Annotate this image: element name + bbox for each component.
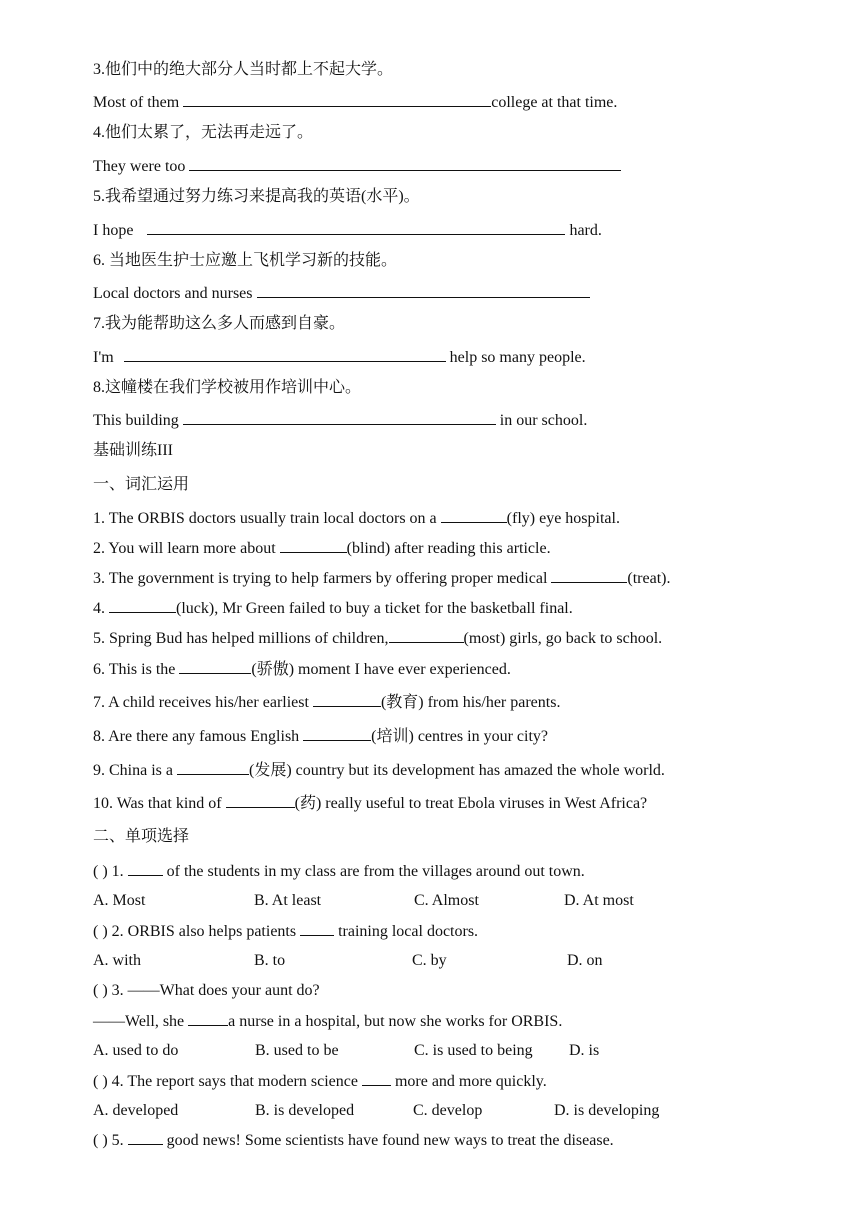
option-c[interactable]: C. develop	[413, 1102, 483, 1119]
translation-5-chinese: 5.我希望通过努力练习来提高我的英语(水平)。	[93, 188, 420, 205]
option-c[interactable]: C. is used to being	[414, 1042, 533, 1059]
mc-question-1	[93, 861, 585, 882]
mc-question-4	[93, 1071, 547, 1092]
answer-blank[interactable]	[128, 861, 163, 876]
translation-4-english	[93, 156, 621, 177]
prompt-text: (骄傲) moment I have ever experienced.	[251, 661, 511, 678]
mc-question-3-reply	[93, 1011, 562, 1032]
option-b[interactable]: B. to	[254, 952, 286, 969]
prompt-text: 5. Spring Bud has helped millions of children,	[93, 630, 389, 647]
prompt-text: This building	[93, 412, 183, 429]
answer-blank[interactable]	[124, 347, 446, 362]
answer-blank[interactable]	[177, 760, 249, 775]
option-d[interactable]: D. on	[567, 952, 603, 969]
option-a[interactable]: A. with	[93, 952, 141, 969]
prompt-text: ( ) 1.	[93, 863, 128, 880]
prompt-text: (教育) from his/her parents.	[380, 694, 561, 711]
answer-blank[interactable]	[441, 508, 507, 523]
answer-blank[interactable]	[303, 726, 371, 741]
section-title: 基础训练III	[93, 442, 173, 459]
translation-8-english	[93, 410, 587, 431]
vocab-item-7	[93, 692, 560, 713]
answer-blank[interactable]	[183, 92, 491, 107]
translation-4-chinese: 4.他们太累了，无法再走远了。	[93, 124, 314, 141]
option-c[interactable]: C. by	[412, 952, 447, 969]
option-d[interactable]: D. is developing	[554, 1102, 660, 1119]
vocab-item-9	[93, 760, 665, 781]
prompt-text: 4.	[93, 600, 109, 617]
prompt-text: of the students in my class are from the villages around out town.	[162, 863, 585, 880]
translation-7-chinese: 7.我为能帮助这么多人而感到自豪。	[93, 315, 346, 332]
prompt-text: (发展) country but its development has amazed the whole world.	[249, 762, 665, 779]
translation-3-english	[93, 92, 617, 113]
translation-6-english	[93, 283, 590, 304]
prompt-text: I hope	[93, 222, 138, 239]
prompt-text: Local doctors and nurses	[93, 285, 257, 302]
vocab-item-2	[93, 538, 551, 559]
vocab-heading: 一、词汇运用	[93, 476, 190, 493]
answer-blank[interactable]	[389, 628, 464, 643]
vocab-item-5	[93, 628, 662, 649]
prompt-text: ( ) 4. The report says that modern science	[93, 1073, 362, 1090]
mc-heading: 二、单项选择	[93, 828, 190, 845]
prompt-text: college at that time.	[491, 94, 618, 111]
answer-blank[interactable]	[109, 598, 176, 613]
vocab-item-6	[93, 659, 511, 680]
answer-blank[interactable]	[257, 283, 590, 298]
answer-blank[interactable]	[179, 659, 251, 674]
answer-blank[interactable]	[313, 692, 381, 707]
answer-blank[interactable]	[188, 1011, 228, 1026]
option-a[interactable]: A. developed	[93, 1102, 179, 1119]
prompt-text: ( ) 5.	[93, 1132, 128, 1149]
option-b[interactable]: B. used to be	[255, 1042, 339, 1059]
vocab-item-8	[93, 726, 548, 747]
prompt-text: good news! Some scientists have found new ways to treat the disease.	[162, 1132, 614, 1149]
answer-blank[interactable]	[280, 538, 347, 553]
prompt-text: help so many people.	[445, 349, 586, 366]
prompt-text: more and more quickly.	[390, 1073, 547, 1090]
answer-blank[interactable]	[147, 220, 565, 235]
prompt-text: (most) girls, go back to school.	[463, 630, 663, 647]
translation-5-english	[93, 220, 602, 241]
option-d[interactable]: D. is	[569, 1042, 600, 1059]
prompt-text: 1. The ORBIS doctors usually train local doctors on a	[93, 510, 441, 527]
answer-blank[interactable]	[226, 793, 295, 808]
prompt-text: (blind) after reading this article.	[346, 540, 551, 557]
mc-question-5	[93, 1130, 614, 1151]
prompt-text: 3. The government is trying to help farmers by offering proper medical	[93, 570, 552, 587]
vocab-item-3	[93, 568, 670, 589]
prompt-text: (luck), Mr Green failed to buy a ticket for the basketball final.	[176, 600, 573, 617]
prompt-text: 6. This is the	[93, 661, 180, 678]
option-b[interactable]: B. At least	[254, 892, 322, 909]
answer-blank[interactable]	[189, 156, 621, 171]
prompt-text: (fly) eye hospital.	[506, 510, 620, 527]
vocab-item-1	[93, 508, 620, 529]
prompt-text: 8. Are there any famous English	[93, 728, 304, 745]
prompt-text: a nurse in a hospital, but now she works for ORBIS.	[228, 1013, 563, 1030]
option-a[interactable]: A. used to do	[93, 1042, 179, 1059]
prompt-text: (培训) centres in your city?	[371, 728, 549, 745]
prompt-text: (treat).	[627, 570, 671, 587]
prompt-text: (药) really useful to treat Ebola viruses in West Africa?	[294, 795, 648, 812]
mc-question-3: ( ) 3. ——What does your aunt do?	[93, 982, 320, 999]
prompt-text: 9. China is a	[93, 762, 177, 779]
prompt-text: training local doctors.	[334, 923, 479, 940]
prompt-text: ——Well, she	[93, 1013, 189, 1030]
option-b[interactable]: B. is developed	[255, 1102, 355, 1119]
vocab-item-4	[93, 598, 573, 619]
prompt-text: ( ) 2. ORBIS also helps patients	[93, 923, 301, 940]
translation-7-english	[93, 347, 586, 368]
prompt-text: They were too	[93, 158, 190, 175]
mc-question-2	[93, 921, 478, 942]
translation-8-chinese: 8.这幢楼在我们学校被用作培训中心。	[93, 379, 362, 396]
prompt-text: in our school.	[495, 412, 588, 429]
answer-blank[interactable]	[128, 1130, 163, 1145]
answer-blank[interactable]	[362, 1071, 391, 1086]
answer-blank[interactable]	[300, 921, 334, 936]
translation-3-chinese: 3.他们中的绝大部分人当时都上不起大学。	[93, 61, 394, 78]
prompt-text: 2. You will learn more about	[93, 540, 280, 557]
prompt-text: I'm	[93, 349, 118, 366]
prompt-text: Most of them	[93, 94, 184, 111]
option-d[interactable]: D. At most	[564, 892, 634, 909]
prompt-text: hard.	[565, 222, 602, 239]
translation-6-chinese: 6. 当地医生护士应邀上飞机学习新的技能。	[93, 252, 398, 269]
vocab-item-10	[93, 793, 647, 814]
answer-blank[interactable]	[551, 568, 627, 583]
option-c[interactable]: C. Almost	[414, 892, 479, 909]
prompt-text: 7. A child receives his/her earliest	[93, 694, 313, 711]
option-a[interactable]: A. Most	[93, 892, 146, 909]
answer-blank[interactable]	[183, 410, 496, 425]
prompt-text: 10. Was that kind of	[93, 795, 226, 812]
